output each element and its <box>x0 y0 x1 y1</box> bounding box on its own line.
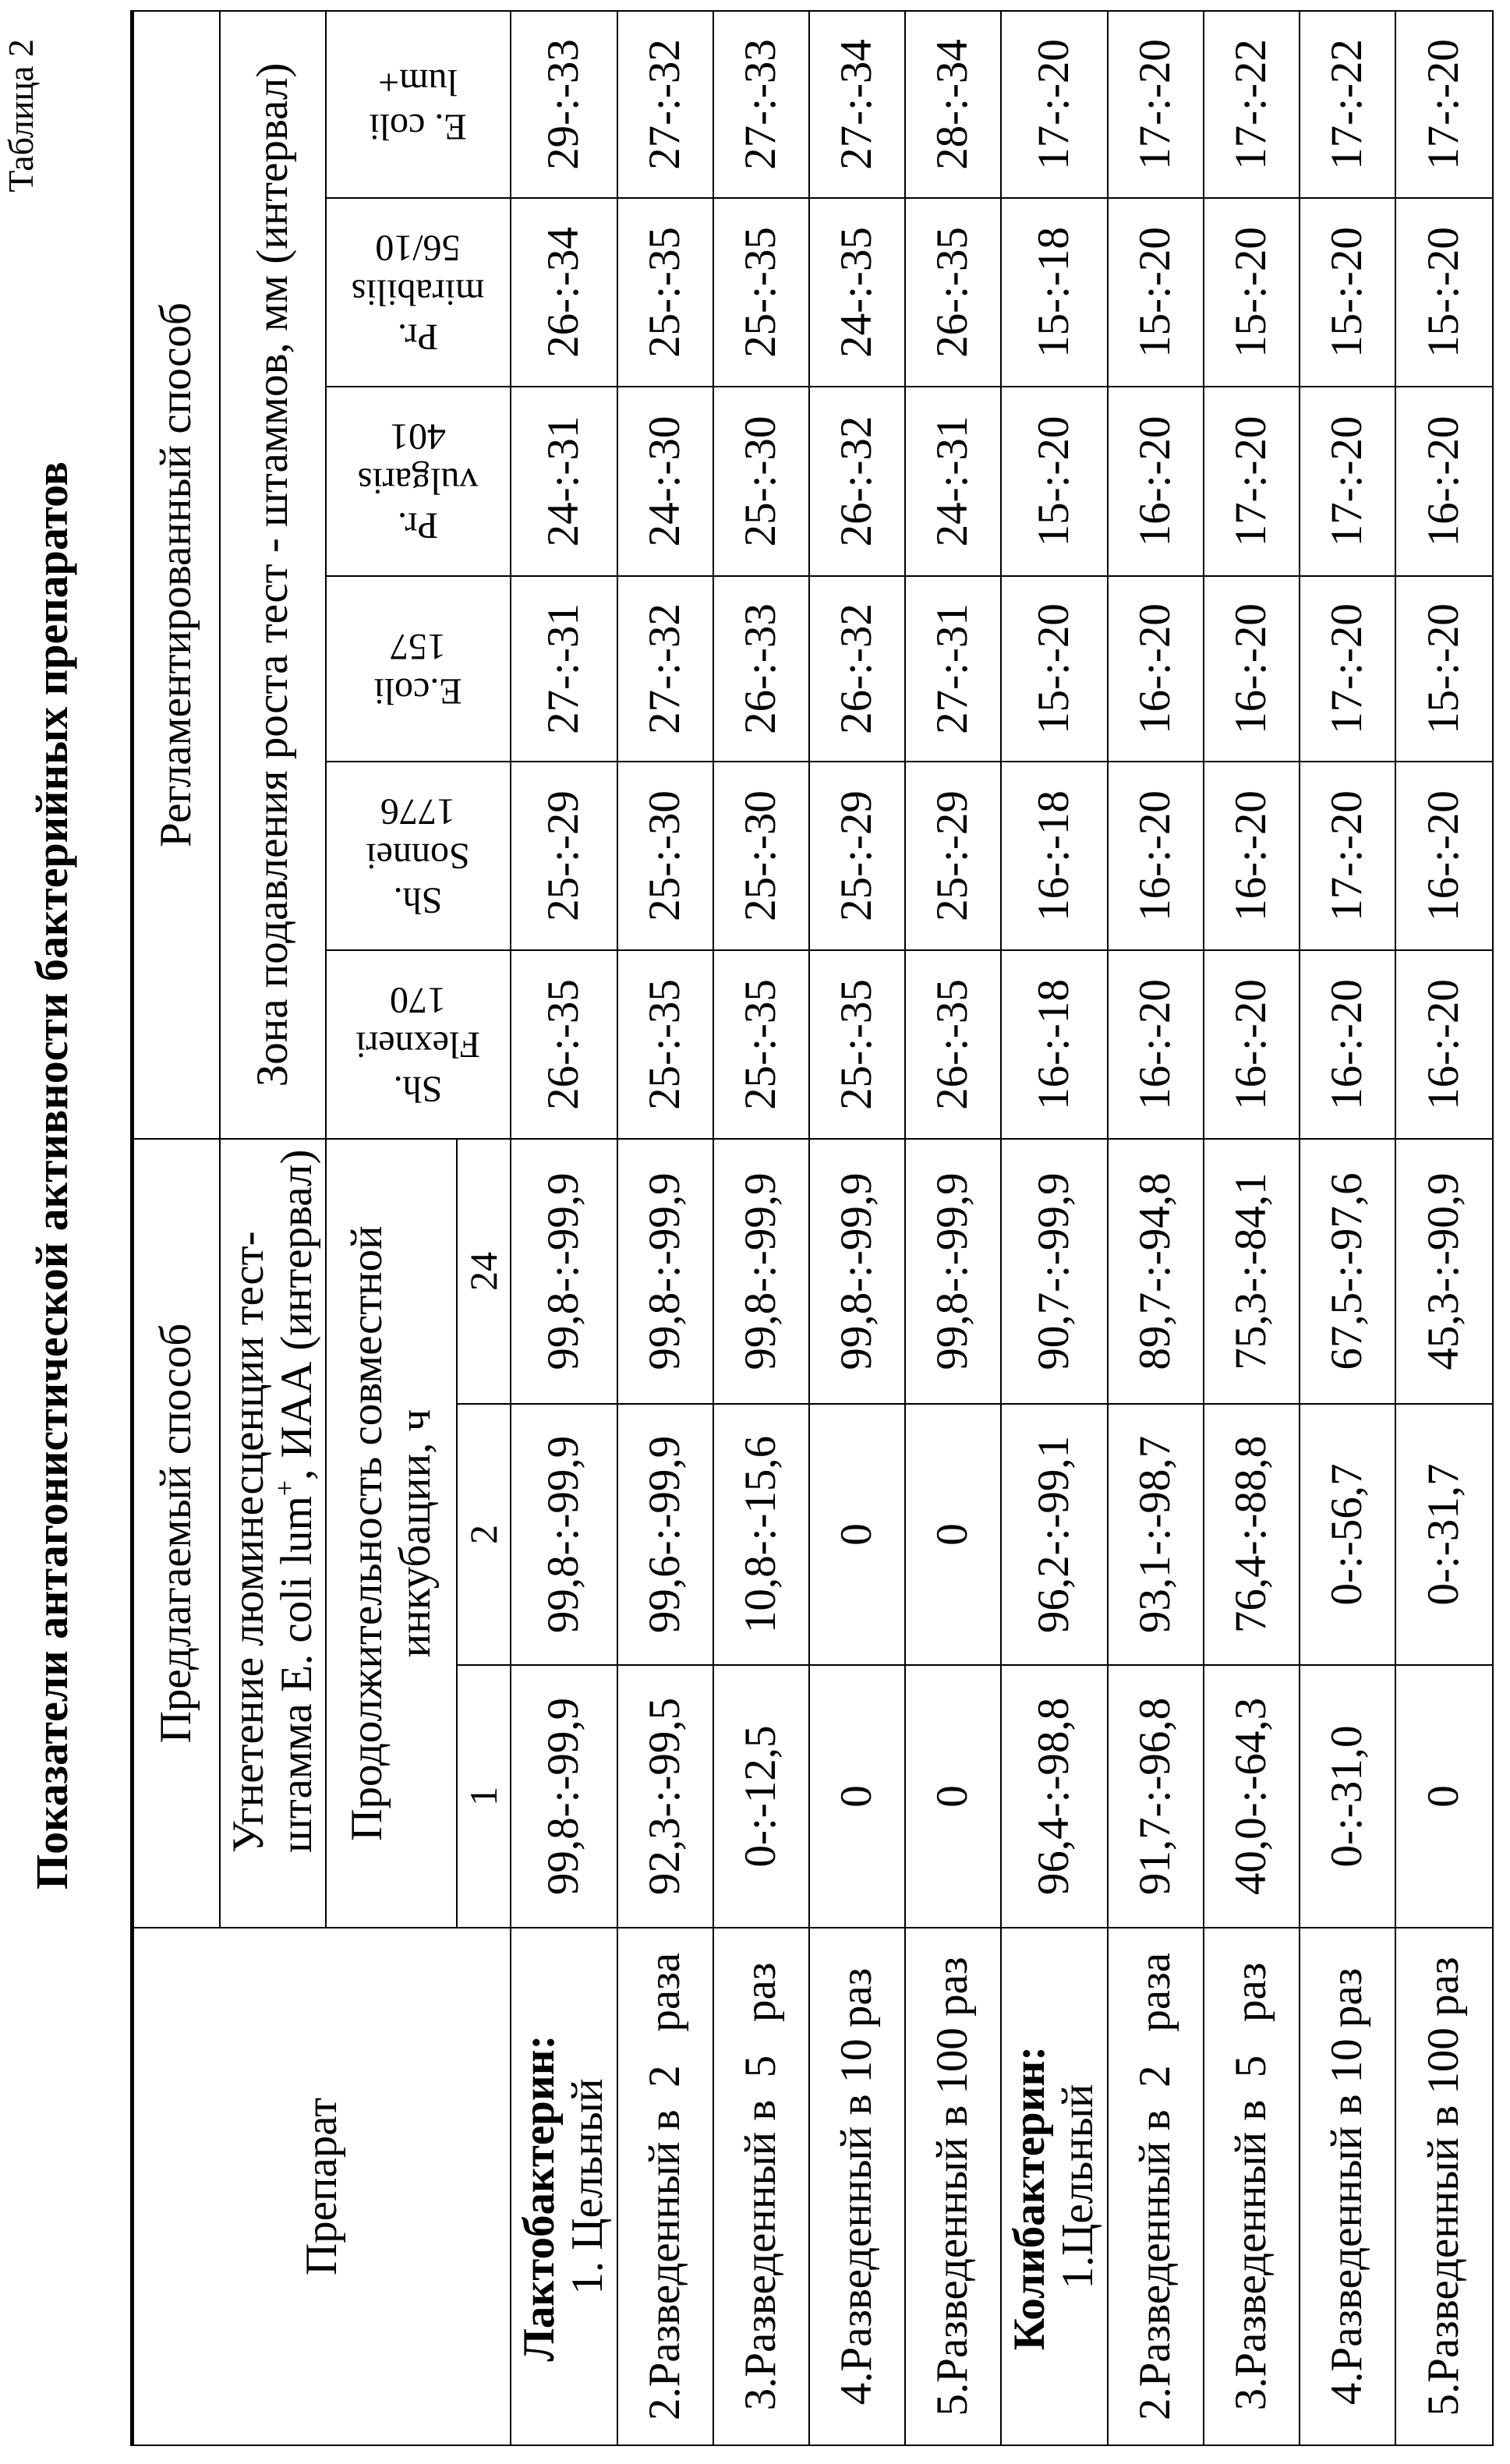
proposed-value-cell: 99,8-:-99,9 <box>905 1139 1001 1404</box>
regulated-value-cell: 24-:-31 <box>905 387 1001 576</box>
proposed-value-cell: 0-:-31,0 <box>1300 1665 1395 1928</box>
header-row-methods <box>133 11 220 2445</box>
regulated-value-cell: 27-:-32 <box>617 11 713 198</box>
regulated-value-cell: 17-:-20 <box>1001 11 1108 198</box>
row-label-cell <box>1108 1928 1204 2445</box>
hours-header-24: 24 <box>457 1139 511 1404</box>
strain-header-pr-mirabilis <box>326 198 511 387</box>
proposed-value-cell: 10,8-:-15,6 <box>713 1404 809 1665</box>
table-row <box>1001 11 1108 2445</box>
regulated-value-cell: 29-:-33 <box>511 11 617 198</box>
strain-name-line: 170 <box>355 977 480 1022</box>
strain-name-line: Pr. <box>352 314 485 359</box>
proposed-value-cell: 99,8-:-99,9 <box>809 1139 905 1404</box>
regulated-value-cell: 15-:-20 <box>1001 576 1108 762</box>
strain-name-line: 157 <box>373 624 461 669</box>
table-row <box>905 11 1001 2445</box>
table-row <box>1204 11 1300 2445</box>
proposed-value-cell: 0-:-31,7 <box>1395 1404 1493 1665</box>
regulated-value-cell: 17-:-22 <box>1204 11 1300 198</box>
regulated-value-cell: 16-:-18 <box>1001 762 1108 950</box>
regulated-value-cell: 16-:-20 <box>1204 950 1300 1139</box>
antagonistic-activity-table <box>130 10 1494 2446</box>
row-label-cell <box>713 1928 809 2445</box>
strain-name <box>369 60 466 149</box>
regulated-method-header: Регламентированный способ <box>133 11 220 1139</box>
regulated-value-cell: 26-:-35 <box>511 950 617 1139</box>
strain-header-pr-vulgaris <box>326 387 511 576</box>
regulated-value-cell: 17-:-20 <box>1300 762 1395 950</box>
regulated-value-cell: 16-:-20 <box>1395 950 1493 1139</box>
luminescence-header-line-2 <box>273 1140 321 1853</box>
row-label: 5.Разведенный в 100 раз <box>1420 1928 1468 2445</box>
regulated-value-cell: 17-:-20 <box>1395 11 1493 198</box>
regulated-value-cell: 24-:-30 <box>617 387 713 576</box>
row-label-cell <box>1204 1928 1300 2445</box>
strain-name-line: Sh. <box>355 1066 480 1111</box>
table-row <box>713 11 809 2445</box>
regulated-value-cell: 25-:-35 <box>809 950 905 1139</box>
regulated-value-cell: 17-:-22 <box>1300 11 1395 198</box>
strain-name <box>352 225 485 359</box>
regulated-value-cell: 15-:-20 <box>1395 198 1493 387</box>
strain-header-e-coli-157 <box>326 576 511 762</box>
growth-suppression-zone-header: Зона подавления роста тест - штаммов, мм (интервал) <box>220 11 326 1139</box>
strain-name-line: Sh. <box>366 878 469 922</box>
proposed-value-cell: 0 <box>1395 1665 1493 1928</box>
regulated-value-cell: 26-:-33 <box>713 576 809 762</box>
row-label: 4.Разведенный в 10 раз <box>1323 1928 1371 2445</box>
strain-name <box>355 977 480 1111</box>
incubation-duration-line-2: инкубации, ч <box>391 1140 440 1927</box>
regulated-value-cell: 25-:-35 <box>617 198 713 387</box>
strain-name-line: mirabilis <box>352 270 485 314</box>
preparation-header: Препарат <box>133 1928 511 2445</box>
table-row <box>809 11 905 2445</box>
row-label: 3.Разведенный в 5 раз <box>737 1928 785 2445</box>
regulated-value-cell: 17-:-20 <box>1108 11 1204 198</box>
regulated-value-cell: 27-:-32 <box>617 576 713 762</box>
regulated-value-cell: 25-:-35 <box>713 950 809 1139</box>
proposed-value-cell: 99,8-:-99,9 <box>511 1139 617 1404</box>
incubation-duration-header <box>326 1139 457 1928</box>
row-label-cell <box>1395 1928 1493 2445</box>
proposed-value-cell: 99,6-:-99,9 <box>617 1404 713 1665</box>
regulated-value-cell: 26-:-32 <box>809 576 905 762</box>
strain-name <box>358 415 479 548</box>
proposed-value-cell: 75,3-:-84,1 <box>1204 1139 1300 1404</box>
proposed-value-cell: 99,8-:-99,9 <box>511 1665 617 1928</box>
strain-name-line: 56/10 <box>352 225 485 270</box>
table-header <box>133 11 511 2445</box>
regulated-value-cell: 16-:-20 <box>1300 950 1395 1139</box>
table-row <box>1108 11 1204 2445</box>
proposed-value-cell: 99,8-:-99,9 <box>511 1404 617 1665</box>
row-label: 5.Разведенный в 100 раз <box>928 1928 977 2445</box>
proposed-value-cell: 0 <box>905 1665 1001 1928</box>
proposed-value-cell: 45,3-:-90,9 <box>1395 1139 1493 1404</box>
strain-name-line: Sonnei <box>366 833 469 878</box>
row-label: 1. Цельный <box>564 1928 612 2445</box>
regulated-value-cell: 15-:-20 <box>1108 198 1204 387</box>
strain-name-line: lum+ <box>369 60 466 104</box>
row-label-cell <box>1300 1928 1395 2445</box>
row-label-cell <box>511 1928 617 2445</box>
proposed-value-cell: 90,7-:-99,9 <box>1001 1139 1108 1404</box>
regulated-value-cell: 25-:-29 <box>511 762 617 950</box>
strain-name-line: Flexneri <box>355 1022 480 1066</box>
proposed-value-cell: 89,7-:-94,8 <box>1108 1139 1204 1404</box>
regulated-value-cell: 25-:-30 <box>617 762 713 950</box>
row-label: 2.Разведенный в 2 раза <box>1131 1928 1179 2445</box>
regulated-value-cell: 25-:-29 <box>809 762 905 950</box>
row-label-cell <box>617 1928 713 2445</box>
strain-name <box>366 789 469 922</box>
strain-name-line: 1776 <box>366 789 469 833</box>
proposed-value-cell: 96,4-:-98,8 <box>1001 1665 1108 1928</box>
hours-header-1: 1 <box>457 1665 511 1928</box>
regulated-value-cell: 25-:-35 <box>617 950 713 1139</box>
table-row <box>1395 11 1493 2445</box>
regulated-value-cell: 16-:-20 <box>1204 576 1300 762</box>
regulated-value-cell: 25-:-30 <box>713 762 809 950</box>
regulated-value-cell: 16-:-20 <box>1204 762 1300 950</box>
row-label-cell <box>905 1928 1001 2445</box>
regulated-value-cell: 26-:-34 <box>511 198 617 387</box>
regulated-value-cell: 26-:-35 <box>905 198 1001 387</box>
regulated-value-cell: 16-:-20 <box>1108 762 1204 950</box>
proposed-value-cell: 92,3-:-99,5 <box>617 1665 713 1928</box>
regulated-value-cell: 26-:-32 <box>809 387 905 576</box>
regulated-value-cell: 24-:-31 <box>511 387 617 576</box>
proposed-value-cell: 0-:-56,7 <box>1300 1404 1395 1665</box>
row-label-cell <box>809 1928 905 2445</box>
lum-plus-superscript: + <box>269 1480 300 1496</box>
regulated-value-cell: 17-:-20 <box>1204 387 1300 576</box>
hours-header-2: 2 <box>457 1404 511 1665</box>
proposed-value-cell: 91,7-:-96,8 <box>1108 1665 1204 1928</box>
regulated-value-cell: 24-:-35 <box>809 198 905 387</box>
proposed-value-cell: 96,2-:-99,1 <box>1001 1404 1108 1665</box>
proposed-method-header: Предлагаемый способ <box>133 1139 220 1928</box>
row-label-cell <box>1001 1928 1108 2445</box>
row-label: 4.Разведенный в 10 раз <box>833 1928 881 2445</box>
regulated-value-cell: 27-:-31 <box>511 576 617 762</box>
regulated-value-cell: 16-:-20 <box>1108 387 1204 576</box>
table-row <box>511 11 617 2445</box>
luminescence-header-line-2-tail: , ИАА (интервал) <box>272 1150 321 1480</box>
regulated-value-cell: 16-:-20 <box>1395 762 1493 950</box>
regulated-value-cell: 17-:-20 <box>1300 576 1395 762</box>
table-body <box>511 11 1493 2445</box>
proposed-value-cell: 93,1-:-98,7 <box>1108 1404 1204 1665</box>
regulated-value-cell: 27-:-31 <box>905 576 1001 762</box>
proposed-value-cell: 99,8-:-99,9 <box>713 1139 809 1404</box>
regulated-value-cell: 15-:-20 <box>1001 387 1108 576</box>
regulated-value-cell: 25-:-35 <box>713 198 809 387</box>
incubation-duration-line-1: Продолжительность совместной <box>343 1140 391 1927</box>
proposed-value-cell: 0 <box>905 1404 1001 1665</box>
regulated-value-cell: 28-:-34 <box>905 11 1001 198</box>
group-heading: Колибактерин: <box>1006 1928 1054 2445</box>
proposed-value-cell: 40,0-:-64,3 <box>1204 1665 1300 1928</box>
table-title: Показатели антагонистической активности бактерийных препаратов <box>30 0 75 2464</box>
group-heading: Лактобактерин: <box>515 1928 564 2445</box>
strain-name <box>373 624 461 713</box>
regulated-value-cell: 27-:-34 <box>809 11 905 198</box>
strain-name-line: vulgaris <box>358 459 479 504</box>
rotated-page <box>0 0 1510 2464</box>
regulated-value-cell: 16-:-20 <box>1108 576 1204 762</box>
proposed-value-cell: 0 <box>809 1665 905 1928</box>
proposed-value-cell: 67,5-:-97,6 <box>1300 1139 1395 1404</box>
regulated-value-cell: 15-:-20 <box>1395 576 1493 762</box>
strain-name-line: 401 <box>358 415 479 459</box>
strain-header-sh-flexneri <box>326 950 511 1139</box>
regulated-value-cell: 16-:-20 <box>1395 387 1493 576</box>
regulated-value-cell: 25-:-30 <box>713 387 809 576</box>
proposed-value-cell: 76,4-:-88,8 <box>1204 1404 1300 1665</box>
table-row <box>617 11 713 2445</box>
table-number-label: Таблица 2 <box>3 39 39 193</box>
regulated-value-cell: 15-:-20 <box>1300 198 1395 387</box>
row-label: 3.Разведенный в 5 раз <box>1227 1928 1275 2445</box>
proposed-value-cell: 0 <box>809 1404 905 1665</box>
regulated-value-cell: 17-:-20 <box>1300 387 1395 576</box>
strain-name-line: E.coli <box>373 669 461 713</box>
regulated-value-cell: 16-:-20 <box>1108 950 1204 1139</box>
regulated-value-cell: 15-:-18 <box>1001 198 1108 387</box>
strain-name-line: E. coli <box>369 104 466 149</box>
proposed-value-cell: 0-:-12,5 <box>713 1665 809 1928</box>
strain-header-sh-sonnei <box>326 762 511 950</box>
regulated-value-cell: 15-:-20 <box>1204 198 1300 387</box>
regulated-value-cell: 25-:-29 <box>905 762 1001 950</box>
regulated-value-cell: 16-:-18 <box>1001 950 1108 1139</box>
row-label: 1.Цельный <box>1054 1928 1102 2445</box>
luminescence-header-line-2-text: штамма E. coli lum <box>272 1496 321 1853</box>
row-label: 2.Разведенный в 2 раза <box>641 1928 689 2445</box>
strain-header-e-coli-lum <box>326 11 511 198</box>
proposed-value-cell: 99,8-:-99,9 <box>617 1139 713 1404</box>
regulated-value-cell: 27-:-33 <box>713 11 809 198</box>
luminescence-inhibition-header <box>220 1139 326 1928</box>
table-row <box>1300 11 1395 2445</box>
strain-name-line: Pr. <box>358 504 479 548</box>
luminescence-header-line-1: Угнетение люминесценции тест- <box>225 1140 273 1853</box>
regulated-value-cell: 26-:-35 <box>905 950 1001 1139</box>
